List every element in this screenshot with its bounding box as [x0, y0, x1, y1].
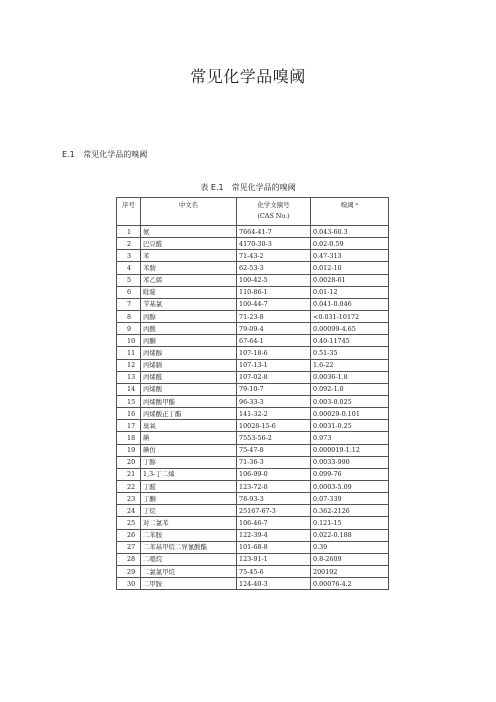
table-row: [117, 517, 389, 529]
cell-name: 苯胺: [141, 262, 237, 274]
cell-seq: 6: [117, 286, 141, 298]
cell-name: 对二氯苯: [141, 517, 237, 529]
cell-seq: 11: [117, 347, 141, 359]
cell-cas: 122-39-4: [237, 529, 311, 541]
table-row: [117, 383, 389, 395]
cell-name: 二噁烷: [141, 553, 237, 565]
cell-cas: 79-10-7: [237, 383, 311, 395]
table-row: [117, 456, 389, 468]
cell-seq: 21: [117, 468, 141, 480]
table-caption: 表 E.1 常见化学品的嗅阈: [200, 183, 296, 192]
cell-threshold: 200192: [311, 565, 389, 577]
cell-name: 丁烷: [141, 505, 237, 517]
table-row: [117, 493, 389, 505]
cell-name: 丙烯醇: [141, 347, 237, 359]
cell-seq: 2: [117, 238, 141, 250]
cell-seq: 26: [117, 529, 141, 541]
cell-cas: 110-86-1: [237, 286, 311, 298]
header-cas: [237, 198, 311, 226]
cell-seq: 30: [117, 578, 141, 590]
cell-threshold: 0.121-15: [311, 517, 389, 529]
cell-threshold: 0.0028-61: [311, 274, 389, 286]
table-row: [117, 238, 389, 250]
table-row: [117, 323, 389, 335]
cell-threshold: 0.362-2126: [311, 505, 389, 517]
cell-name: 二氯氯甲烷: [141, 565, 237, 577]
cell-name: 苯乙烯: [141, 274, 237, 286]
page-title: 常见化学品嗅阈: [190, 67, 306, 86]
cell-threshold: 0.47-313: [311, 250, 389, 262]
table-row: [117, 444, 389, 456]
cell-threshold: 0.041-0.046: [311, 298, 389, 310]
cell-threshold: 0.39: [311, 541, 389, 553]
cell-threshold: 0.40-11745: [311, 335, 389, 347]
cell-cas: 123-91-1: [237, 553, 311, 565]
cell-seq: 18: [117, 432, 141, 444]
cell-name: 丙烯腈: [141, 359, 237, 371]
table-row: [117, 529, 389, 541]
cell-name: 丁醇: [141, 456, 237, 468]
cell-cas: 7664-41-7: [237, 226, 311, 238]
header-seq: 序号: [117, 198, 141, 226]
cell-threshold: 0.043-60.3: [311, 226, 389, 238]
cell-seq: 3: [117, 250, 141, 262]
cell-name: 丙烯酸正丁酯: [141, 408, 237, 420]
cell-threshold: 0.00076-4.2: [311, 578, 389, 590]
cell-threshold: 0.8-2609: [311, 553, 389, 565]
table-row: [117, 408, 389, 420]
cell-threshold: 0.022-0.188: [311, 529, 389, 541]
cell-cas: 75-45-6: [237, 565, 311, 577]
table-row: [117, 298, 389, 310]
cell-cas: 71-23-8: [237, 310, 311, 322]
table-row: [117, 420, 389, 432]
cell-cas: 75-47-8: [237, 444, 311, 456]
cell-cas: 107-02-8: [237, 371, 311, 383]
cell-name: 丙烯醛: [141, 371, 237, 383]
cell-threshold: 0.01-12: [311, 286, 389, 298]
cell-threshold: 0.003-0.025: [311, 395, 389, 407]
table-row: [117, 335, 389, 347]
table-row: [117, 226, 389, 238]
header-name: 中文名: [141, 198, 237, 226]
cell-seq: 17: [117, 420, 141, 432]
header-cas-line1: 化学文摘号: [257, 201, 290, 209]
cell-cas: 4170-30-3: [237, 238, 311, 250]
odor-threshold-table: [116, 197, 389, 590]
cell-seq: 1: [117, 226, 141, 238]
cell-cas: 107-18-6: [237, 347, 311, 359]
cell-cas: 124-40-3: [237, 578, 311, 590]
cell-cas: 71-36-3: [237, 456, 311, 468]
cell-name: 吡啶: [141, 286, 237, 298]
cell-cas: 71-43-2: [237, 250, 311, 262]
cell-name: 二苯胺: [141, 529, 237, 541]
table-row: [117, 578, 389, 590]
cell-cas: 67-64-1: [237, 335, 311, 347]
cell-cas: 106-99-0: [237, 468, 311, 480]
table-row: [117, 480, 389, 492]
cell-name: 二苯基甲烷二异氰酸酯: [141, 541, 237, 553]
table-row: [117, 262, 389, 274]
table-row: [117, 286, 389, 298]
cell-name: 丙烯酸: [141, 383, 237, 395]
cell-threshold: 0.00029-0.101: [311, 408, 389, 420]
header-cas-line2: (CAS No.): [257, 212, 290, 220]
section-title: 常见化学品的嗅阈: [83, 150, 148, 159]
cell-threshold: 0.0031-0.25: [311, 420, 389, 432]
cell-cas: 25167-67-3: [237, 505, 311, 517]
cell-name: 丙烯酸甲酯: [141, 395, 237, 407]
cell-seq: 7: [117, 298, 141, 310]
table-row: [117, 310, 389, 322]
cell-seq: 25: [117, 517, 141, 529]
table-header-row: [117, 198, 389, 226]
cell-name: 丙醇: [141, 310, 237, 322]
cell-name: 二甲胺: [141, 578, 237, 590]
cell-name: 碘: [141, 432, 237, 444]
cell-seq: 19: [117, 444, 141, 456]
table-row: [117, 541, 389, 553]
cell-name: 巴豆醛: [141, 238, 237, 250]
table-row: [117, 250, 389, 262]
cell-threshold: <0.031-10172: [311, 310, 389, 322]
cell-seq: 28: [117, 553, 141, 565]
cell-seq: 20: [117, 456, 141, 468]
cell-name: 苯: [141, 250, 237, 262]
table-row: [117, 432, 389, 444]
cell-threshold: 1.6-22: [311, 359, 389, 371]
cell-name: 碘仿: [141, 444, 237, 456]
table-row: [117, 395, 389, 407]
cell-threshold: 0.0036-1.8: [311, 371, 389, 383]
cell-cas: 100-44-7: [237, 298, 311, 310]
cell-threshold: 0.0033-990: [311, 456, 389, 468]
cell-seq: 29: [117, 565, 141, 577]
cell-name: 1,3-丁二烯: [141, 468, 237, 480]
cell-seq: 16: [117, 408, 141, 420]
table-row: [117, 347, 389, 359]
cell-threshold: 0.51-35: [311, 347, 389, 359]
cell-cas: 78-93-3: [237, 493, 311, 505]
cell-threshold: 0.000019-1.12: [311, 444, 389, 456]
cell-cas: 96-33-3: [237, 395, 311, 407]
table-row: [117, 274, 389, 286]
cell-cas: 123-72-8: [237, 480, 311, 492]
cell-cas: 10028-15-6: [237, 420, 311, 432]
table-row: [117, 468, 389, 480]
cell-threshold: 0.973: [311, 432, 389, 444]
cell-seq: 22: [117, 480, 141, 492]
cell-seq: 10: [117, 335, 141, 347]
table-row: [117, 505, 389, 517]
cell-cas: 62-53-3: [237, 262, 311, 274]
cell-threshold: 0.092-1.0: [311, 383, 389, 395]
cell-seq: 5: [117, 274, 141, 286]
section-heading: [62, 149, 147, 160]
cell-cas: 107-13-1: [237, 359, 311, 371]
cell-threshold: 0.012-10: [311, 262, 389, 274]
cell-seq: 9: [117, 323, 141, 335]
cell-cas: 101-68-8: [237, 541, 311, 553]
cell-name: 丙酸: [141, 323, 237, 335]
cell-name: 丙酮: [141, 335, 237, 347]
cell-threshold: 0.02-0.59: [311, 238, 389, 250]
cell-seq: 14: [117, 383, 141, 395]
cell-seq: 15: [117, 395, 141, 407]
cell-threshold: 0.0003-5.09: [311, 480, 389, 492]
cell-seq: 8: [117, 310, 141, 322]
table-row: [117, 371, 389, 383]
cell-seq: 12: [117, 359, 141, 371]
cell-seq: 13: [117, 371, 141, 383]
cell-name: 丁酮: [141, 493, 237, 505]
cell-threshold: 0.00099-4.65: [311, 323, 389, 335]
section-number: E.1: [62, 150, 75, 159]
cell-threshold: 0.07-339: [311, 493, 389, 505]
table-row: [117, 553, 389, 565]
cell-cas: 7553-56-2: [237, 432, 311, 444]
cell-cas: 106-46-7: [237, 517, 311, 529]
cell-name: 苄基氯: [141, 298, 237, 310]
cell-name: 丁醛: [141, 480, 237, 492]
table-row: [117, 359, 389, 371]
cell-seq: 27: [117, 541, 141, 553]
cell-cas: 141-32-2: [237, 408, 311, 420]
cell-seq: 23: [117, 493, 141, 505]
cell-seq: 24: [117, 505, 141, 517]
cell-name: 臭氧: [141, 420, 237, 432]
cell-threshold: 0.099-76: [311, 468, 389, 480]
cell-cas: 100-42-5: [237, 274, 311, 286]
header-threshold: 嗅阈 ᵃ: [311, 198, 389, 226]
cell-seq: 4: [117, 262, 141, 274]
table-row: [117, 565, 389, 577]
cell-cas: 79-09-4: [237, 323, 311, 335]
cell-name: 氨: [141, 226, 237, 238]
